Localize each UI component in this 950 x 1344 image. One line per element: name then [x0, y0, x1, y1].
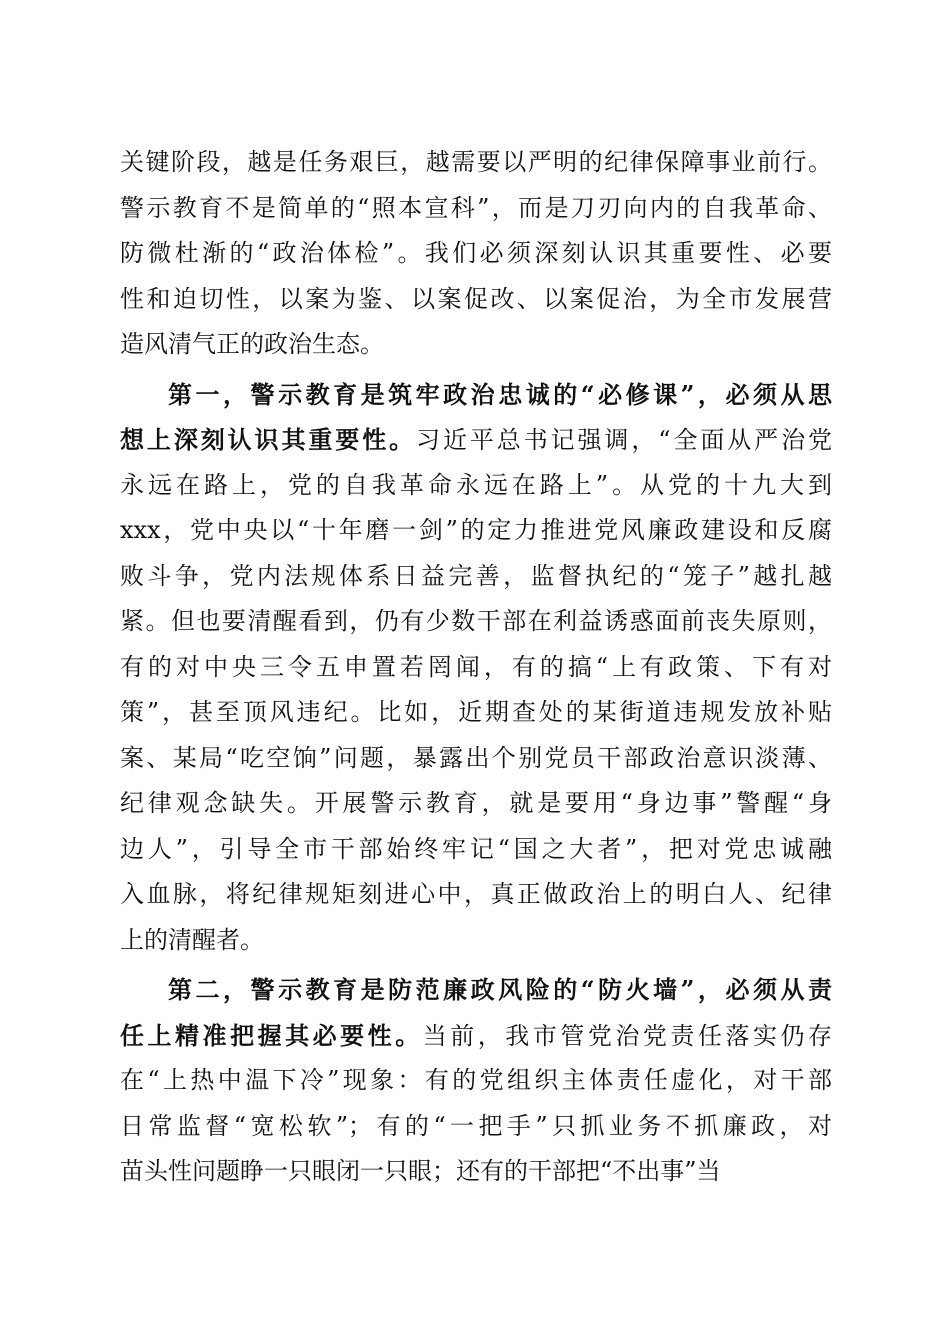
text-line [120, 508, 832, 554]
body-text: 日常监督“宽松软”；有的“一把手”只抓业务不抓廉政，对 [120, 1111, 832, 1140]
body-text: xxx，党中央以“十年磨一剑”的定力推进党风廉政建设和反腐 [120, 516, 832, 544]
body-text: 败斗争，党内法规体系日益完善，监督执纪的“笼子”越扎越 [120, 561, 832, 590]
body-text: 纪律观念缺失。开展警示教育，就是要用“身边事”警醒“身 [120, 789, 832, 817]
text-line [120, 781, 832, 827]
text-line [120, 827, 832, 873]
paragraph [120, 967, 832, 1195]
document-body [120, 140, 832, 1195]
text-line [120, 690, 832, 736]
text-line [120, 918, 832, 964]
body-text: 入血脉，将纪律规矩刻进心中，真正做政治上的明白人、纪律 [120, 880, 832, 908]
text-line [120, 186, 832, 232]
text-line [120, 1149, 832, 1195]
body-text: 造风清气正的政治生态。 [120, 330, 384, 358]
text-line [120, 417, 832, 463]
body-text: 上的清醒者。 [120, 925, 264, 954]
body-text: 性和迫切性，以案为鉴、以案促改、以案促治，为全市发展营 [120, 284, 832, 313]
text-line [120, 231, 832, 277]
bold-heading-text: 第二，警示教育是防范廉政风险的“防火墙”，必须从责 [168, 975, 832, 1004]
text-line [120, 1058, 832, 1104]
bold-heading-text: 想上深刻认识其重要性。 [120, 425, 417, 454]
bold-heading-text: 第一，警示教育是筑牢政治忠诚的“必修课”，必须从思 [168, 379, 832, 409]
body-text: 苗头性问题睁一只眼闭一只眼；还有的干部把“不出事”当 [120, 1157, 721, 1185]
text-line [120, 645, 832, 691]
body-text: 防微杜渐的“政治体检”。我们必须深刻认识其重要性、必要 [120, 239, 832, 267]
text-line [120, 277, 832, 323]
bold-heading-text: 任上精准把握其必要性。 [120, 1020, 423, 1050]
paragraph [120, 372, 832, 964]
body-text: 关键阶段，越是任务艰巨，越需要以严明的纪律保障事业前行。 [120, 148, 832, 176]
body-text: 有的对中央三令五申置若罔闻，有的搞“上有政策、下有对 [120, 652, 832, 681]
body-text: 警示教育不是简单的“照本宣科”，而是刀刃向内的自我革命、 [120, 193, 832, 222]
text-line [120, 599, 832, 645]
text-line [120, 872, 832, 918]
body-text: 习近平总书记强调，“全面从严治党 [416, 426, 832, 454]
body-text: 在“上热中温下冷”现象：有的党组织主体责任虚化，对干部 [120, 1066, 832, 1094]
text-line [120, 1104, 832, 1150]
text-line [120, 554, 832, 600]
body-text: 策”，甚至顶风违纪。比如，近期查处的某街道违规发放补贴 [120, 698, 832, 726]
text-line [120, 967, 832, 1013]
text-line [120, 463, 832, 509]
body-text: 紧。但也要清醒看到，仍有少数干部在利益诱惑面前丧失原则， [120, 607, 832, 635]
body-text: 边人”，引导全市干部始终牢记“国之大者”，把对党忠诚融 [120, 834, 832, 863]
text-line [120, 736, 832, 782]
body-text: 永远在路上，党的自我革命永远在路上”。从党的十九大到 [120, 470, 832, 499]
text-line [120, 372, 832, 418]
paragraph [120, 140, 832, 368]
text-line [120, 1013, 832, 1059]
text-line [120, 140, 832, 186]
text-line [120, 322, 832, 368]
body-text: 案、某局“吃空饷”问题，暴露出个别党员干部政治意识淡薄、 [120, 743, 832, 772]
body-text: 当前，我市管党治党责任落实仍存 [422, 1021, 833, 1050]
